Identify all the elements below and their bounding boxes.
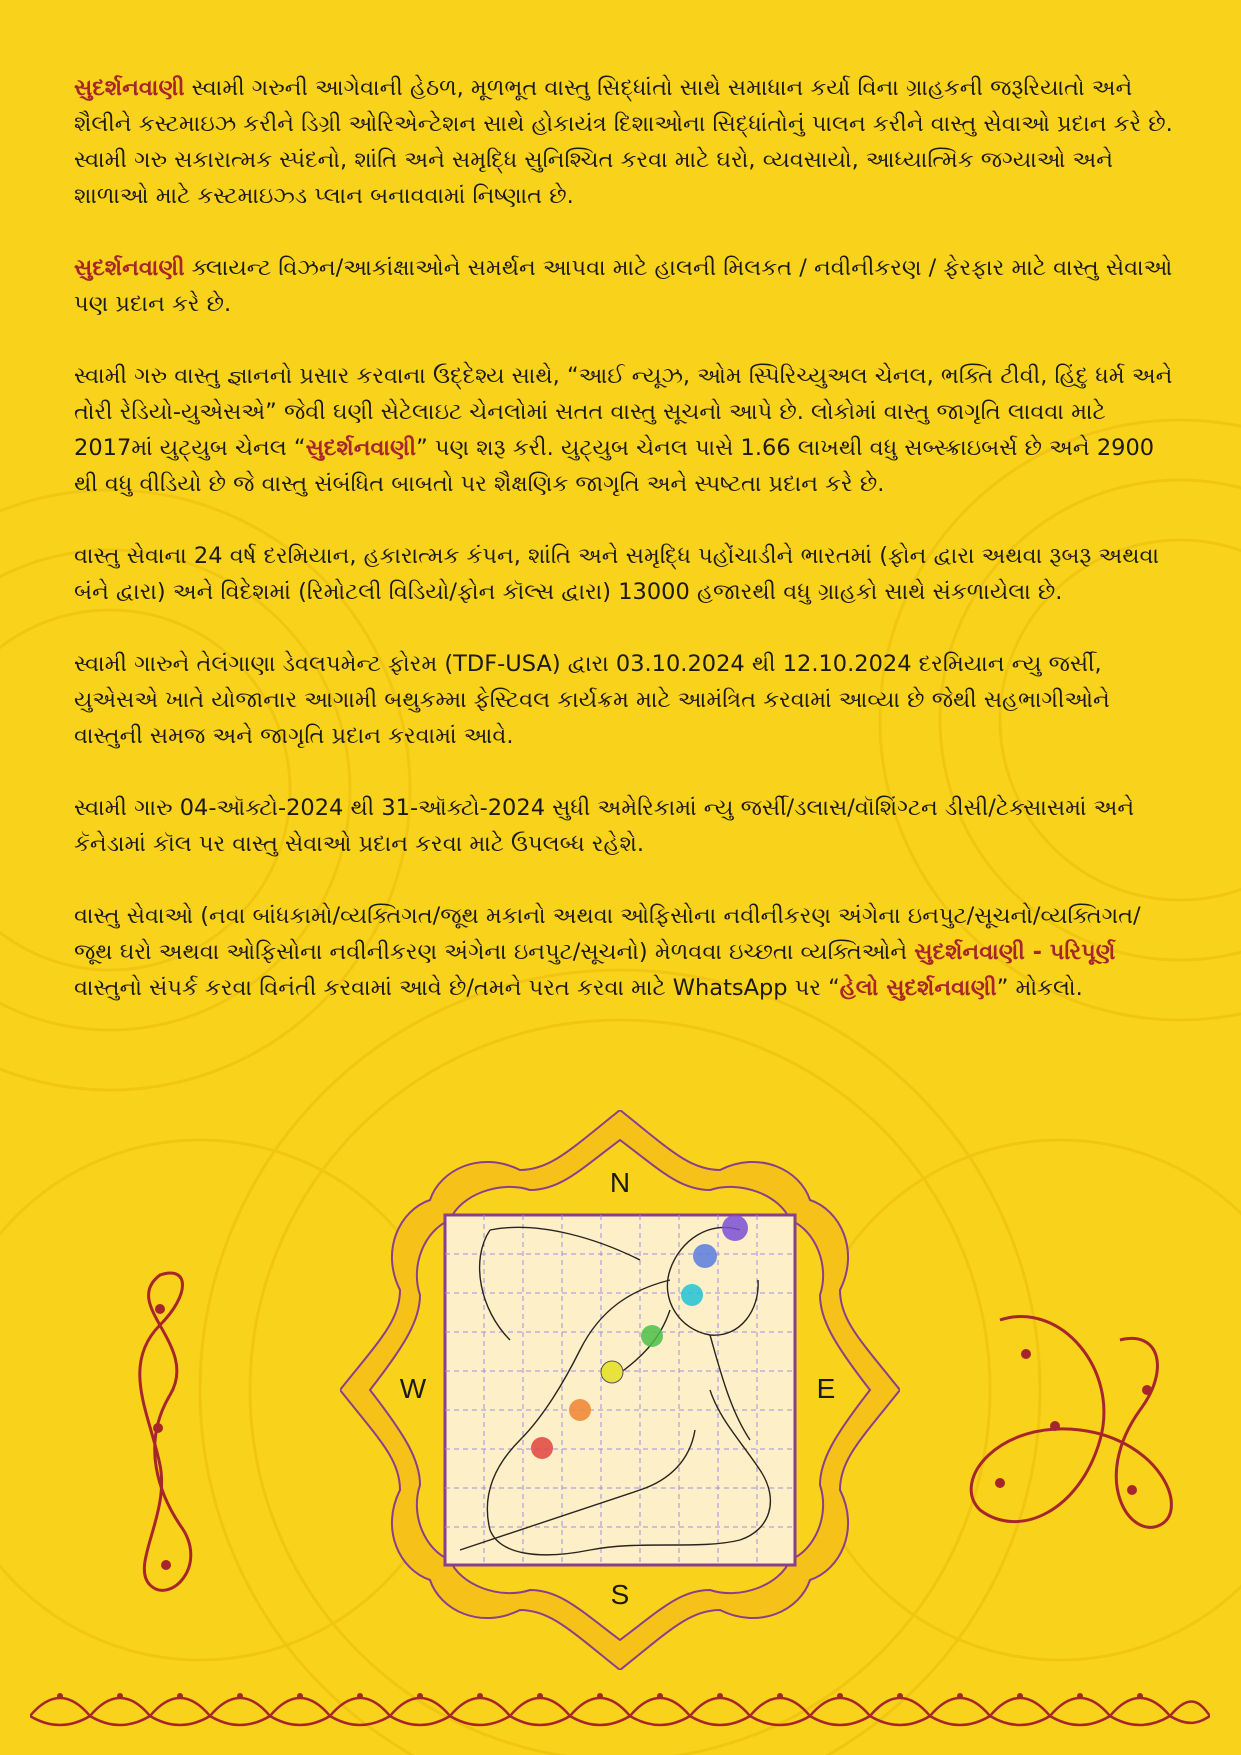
paragraph-channels bbox=[74, 358, 1174, 502]
left-swirl-ornament bbox=[130, 1265, 210, 1610]
paragraph-text: સ્વામી ગારુને તેલંગાણા ડેવલપમેન્ટ ફોરમ (TDF-USA) દ્વારા 03.10.2024 થી 12.10.2024 દરમિયાન ન્યુ જર્સી, યુએસએ ખાતે યોજાનાર આગામી બથુકમ્મા ફેસ્ટિવલ કાર્યક્રમ માટે આમંત્રિત કરવામાં આવ્યા છે જેથી સહભાગીઓને વાસ્તુની સમજ અને જાગૃતિ પ્રદાન કરવામાં આવે. bbox=[74, 651, 1110, 749]
paragraph-intro bbox=[74, 70, 1174, 214]
paragraph-text: સ્વામી ગરુની આગેવાની હેઠળ, મૂળભૂત વાસ્તુ સિદ્ધાંતો સાથે સમાધાન કર્યા વિના ગ્રાહકની જરૂરિયાતો અને શૈલીને કસ્ટમાઇઝ કરીને ડિગ્રી ઓરિએન્ટેશન સાથે હોકાયંત્ર દિશાઓના સિદ્ધાંતોનું પાલન કરીને વાસ્તુ સેવાઓ પ્રદાન કરે છે. સ્વામી ગરુ સકારાત્મક સ્પંદનો, શાંતિ અને સમૃદ્ધિ સુનિશ્ચિત કરવા માટે ઘરો, વ્યવસાયો, આધ્યાત્મિક જગ્યાઓ અને શાળાઓ માટે કસ્ટમાઇઝ્ડ પ્લાન બનાવવામાં નિષ્ણાત છે. bbox=[74, 75, 1173, 209]
paragraph-text: ” પણ શરૂ કરી. યુટ્યુબ ચેનલ પાસે 1.66 લાખથી વધુ સબ્સ્ક્રાઇબર્સ છે અને 2900 થી વધુ વીડિયો છે જે વાસ્તુ સંબંધિત બાબતો પર શૈક્ષણિક જાગૃતિ અને સ્પષ્ટતા પ્રદાન કરે છે. bbox=[74, 435, 1155, 497]
paragraph-text: સ્વામી ગરુ વાસ્તુ જ્ઞાનનો પ્રસાર કરવાના ઉદ્દેશ્ય સાથે, “આઈ ન્યૂઝ, ઓમ સ્પિરિચ્યુઅલ ચેનલ, ભક્તિ ટીવી, હિંદુ ધર્મ અને તોરી રેડિયો-યુએસએ” જેવી ઘણી સેટેલાઇટ ચેનલોમાં સતત વાસ્તુ સૂચનો આપે છે. લોકોમાં વાસ્તુ જાગૃતિ લાવવા માટે 2017માં યુટ્યુબ ચેનલ “ bbox=[74, 363, 1173, 461]
paragraph-availability bbox=[74, 790, 1174, 862]
paragraph-text: ક્લાયન્ટ વિઝન/આકાંક્ષાઓને સમર્થન આપવા માટે હાલની મિલકત / નવીનીકરણ / ફેરફાર માટે વાસ્તુ સેવાઓ પણ પ્રદાન કરે છે. bbox=[74, 255, 1173, 317]
paragraph-contact bbox=[74, 898, 1174, 1006]
decorative-border-strip bbox=[30, 1672, 1210, 1728]
vastu-grid bbox=[445, 1215, 795, 1565]
brand-name: સુદર્શનવાણી bbox=[74, 255, 185, 281]
paragraph-experience bbox=[74, 538, 1174, 610]
compass-south-label: S bbox=[610, 1579, 630, 1610]
compass-west-label: W bbox=[399, 1373, 427, 1404]
compass-east-label: E bbox=[816, 1373, 836, 1404]
brand-name: સુદર્શનવાણી bbox=[74, 75, 185, 101]
brand-name: સુદર્શનવાણી - પરિપૂર્ણ bbox=[914, 939, 1116, 965]
paragraph-festival bbox=[74, 646, 1174, 754]
article-body bbox=[74, 70, 1174, 1042]
paragraph-text: વાસ્તુ સેવાના 24 વર્ષ દરમિયાન, હકારાત્મક કંપન, શાંતિ અને સમૃદ્ધિ પહોંચાડીને ભારતમાં (ફોન દ્વારા અથવા રૂબરૂ અથવા બંને દ્વારા) અને વિદેશમાં (રિમોટલી વિડિયો/ફોન કૉલ્સ દ્વારા) 13000 હજારથી વધુ ગ્રાહકો સાથે સંકળાયેલા છે. bbox=[74, 543, 1160, 605]
right-swirl-ornament bbox=[960, 1310, 1185, 1540]
paragraph-text: વાસ્તુનો સંપર્ક કરવા વિનંતી કરવામાં આવે છે/તમને પરત કરવા માટે WhatsApp પર “ bbox=[74, 975, 840, 1001]
paragraph-text: સ્વામી ગારુ 04-ઑક્ટો-2024 થી 31-ઑક્ટો-2024 સુધી અમેરિકામાં ન્યુ જર્સી/ડલાસ/વૉશિંગ્ટન ડીસી/ટેક્સાસમાં અને કૅનેડામાં કૉલ પર વાસ્તુ સેવાઓ પ્રદાન કરવા માટે ઉપલબ્ધ રહેશે. bbox=[74, 795, 1135, 857]
paragraph-renovation bbox=[74, 250, 1174, 322]
brand-name: સુદર્શનવાણી bbox=[305, 435, 417, 461]
paragraph-text: વાસ્તુ સેવાઓ (નવા બાંધકામો/વ્યક્તિગત/જૂથ મકાનો અથવા ઓફિસોના નવીનીકરણ અંગેના ઇનપુટ/સૂચનો/વ્યક્તિગત/જૂથ ઘરો અથવા ઓફિસોના નવીનીકરણ અંગેના ઇનપુટ/સૂચનો) મેળવવા ઇચ્છતા વ્યક્તિઓને bbox=[74, 903, 1141, 965]
whatsapp-message: હેલો સુદર્શનવાણી bbox=[839, 975, 997, 1001]
paragraph-text: ” મોકલો. bbox=[996, 975, 1083, 1001]
compass-north-label: N bbox=[609, 1167, 631, 1198]
